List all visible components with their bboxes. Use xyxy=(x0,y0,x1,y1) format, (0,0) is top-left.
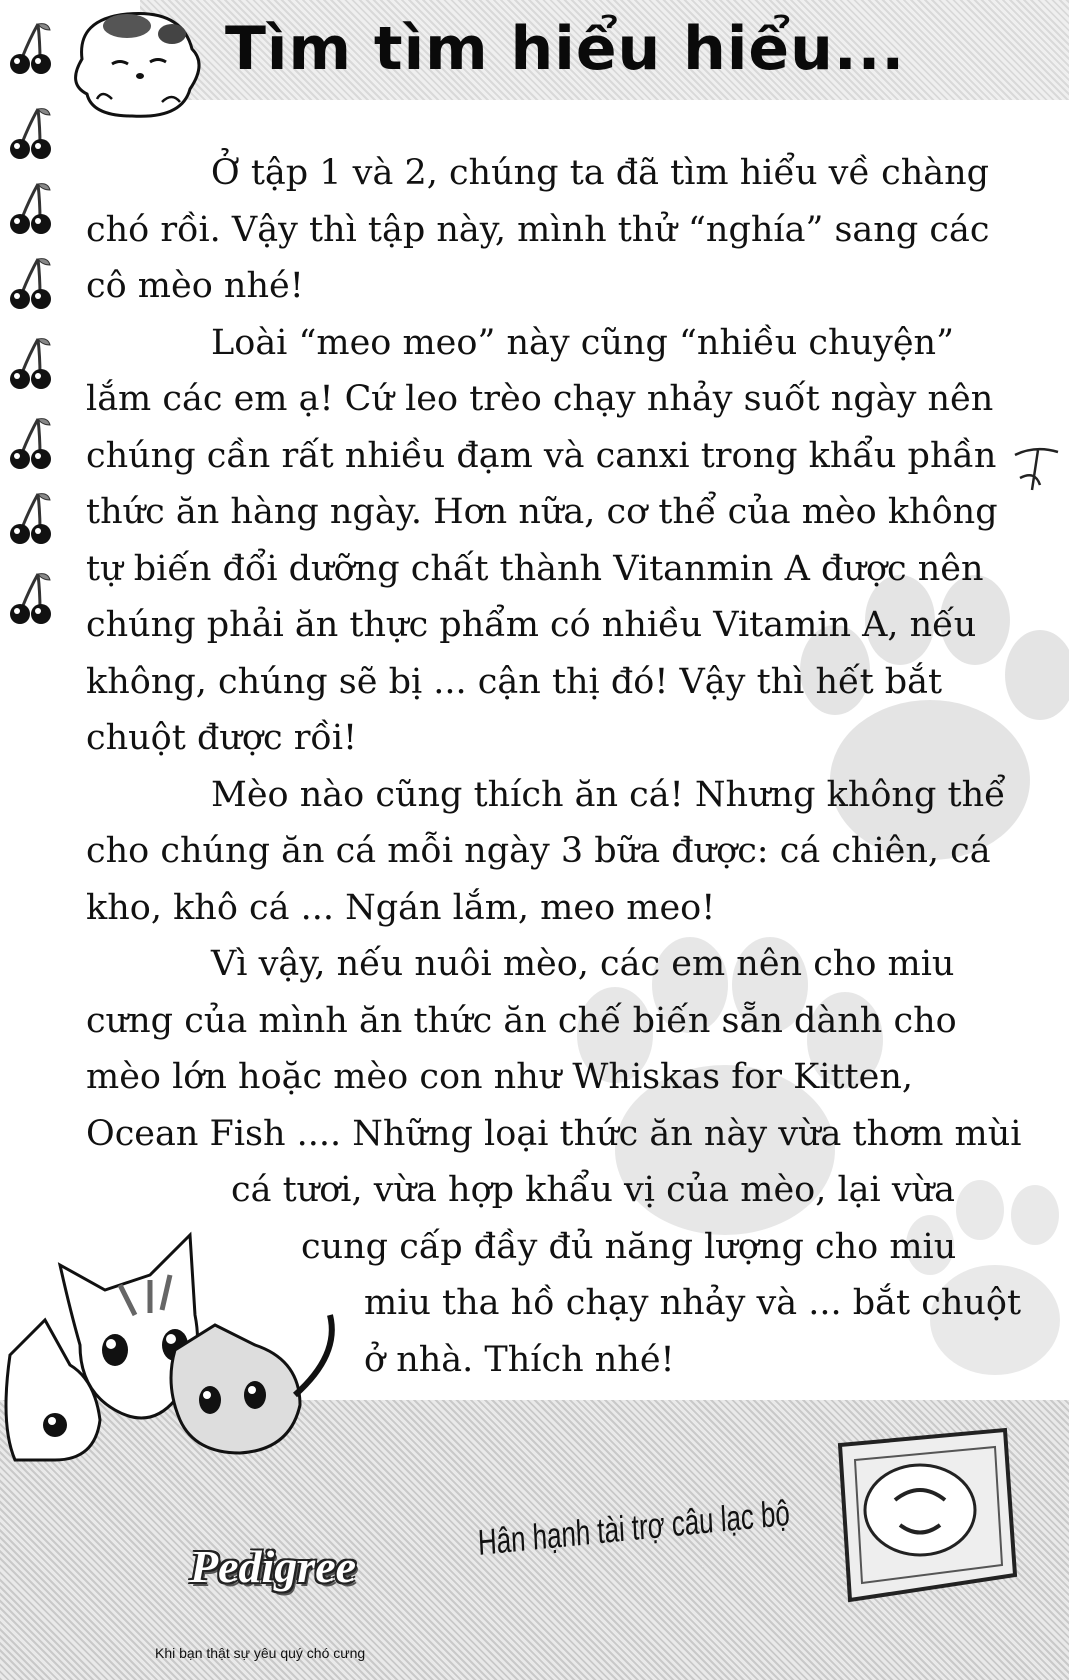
kittens-illustration xyxy=(0,1205,370,1465)
cherry-icon xyxy=(8,570,54,626)
body-line: cho chúng ăn cá mỗi ngày 3 bữa được: cá chiên, cá xyxy=(86,831,991,871)
body-line: lắm các em ạ! Cứ leo trèo chạy nhảy suốt ngày nên xyxy=(86,379,994,419)
body-line: kho, khô cá ... Ngán lắm, meo meo! xyxy=(86,887,716,928)
cherry-icon xyxy=(8,415,54,471)
cherry-icon xyxy=(8,255,54,311)
brand-tagline: Khi bạn thật sự yêu quý chó cưng xyxy=(155,1645,366,1661)
body-line: cô mèo nhé! xyxy=(86,266,304,306)
club-stamp xyxy=(810,1425,1020,1610)
body-line: Ở tập 1 và 2, chúng ta đã tìm hiểu về chàng xyxy=(211,153,990,193)
body-line: chúng cần rất nhiều đạm và canxi trong khẩu phần xyxy=(86,435,997,476)
body-line: tự biến đổi dưỡng chất thành Vitanmin A được nên xyxy=(86,548,984,589)
body-line: Vì vậy, nếu nuôi mèo, các em nên cho miu xyxy=(211,944,955,984)
body-line: Loài “meo meo” này cũng “nhiều chuyện” xyxy=(211,322,954,363)
cherry-icon xyxy=(8,490,54,546)
body-line: miu tha hồ chạy nhảy và ... bắt chuột xyxy=(364,1283,1022,1323)
fish-icon xyxy=(1010,440,1065,510)
cherry-icon xyxy=(8,105,54,161)
page-title: Tìm tìm hiểu hiểu... xyxy=(225,14,906,84)
body-line: chúng phải ăn thực phẩm có nhiều Vitamin A, nếu xyxy=(86,605,977,645)
body-line: Mèo nào cũng thích ăn cá! Nhưng không thể xyxy=(211,774,1006,815)
hamster-illustration xyxy=(62,4,212,124)
sponsor-text: Hân hạnh tài trợ câu lạc bộ xyxy=(476,1491,791,1563)
body-line: ở nhà. Thích nhé! xyxy=(364,1339,675,1380)
body-line: cung cấp đầy đủ năng lượng cho miu xyxy=(301,1226,957,1267)
body-line: thức ăn hàng ngày. Hơn nữa, cơ thể của mèo không xyxy=(86,492,998,532)
cherry-icon xyxy=(8,335,54,391)
body-line: Ocean Fish .... Những loại thức ăn này vừa thơm mùi xyxy=(86,1113,1022,1154)
brand-logo: Pedigree xyxy=(190,1541,357,1592)
body-line: cá tươi, vừa hợp khẩu vị của mèo, lại vừa xyxy=(231,1170,956,1210)
cherry-icon xyxy=(8,20,54,76)
article-body xyxy=(86,145,1022,1388)
body-line: mèo lớn hoặc mèo con như Whiskas for Kitten, xyxy=(86,1057,913,1097)
body-line: chó rồi. Vậy thì tập này, mình thử “nghía” sang các xyxy=(86,209,990,250)
cherry-icon xyxy=(8,180,54,236)
body-line: cưng của mình ăn thức ăn chế biến sẵn dành cho xyxy=(86,1000,957,1041)
body-line: không, chúng sẽ bị ... cận thị đó! Vậy thì hết bắt xyxy=(86,661,943,702)
body-line: chuột được rồi! xyxy=(86,718,358,758)
